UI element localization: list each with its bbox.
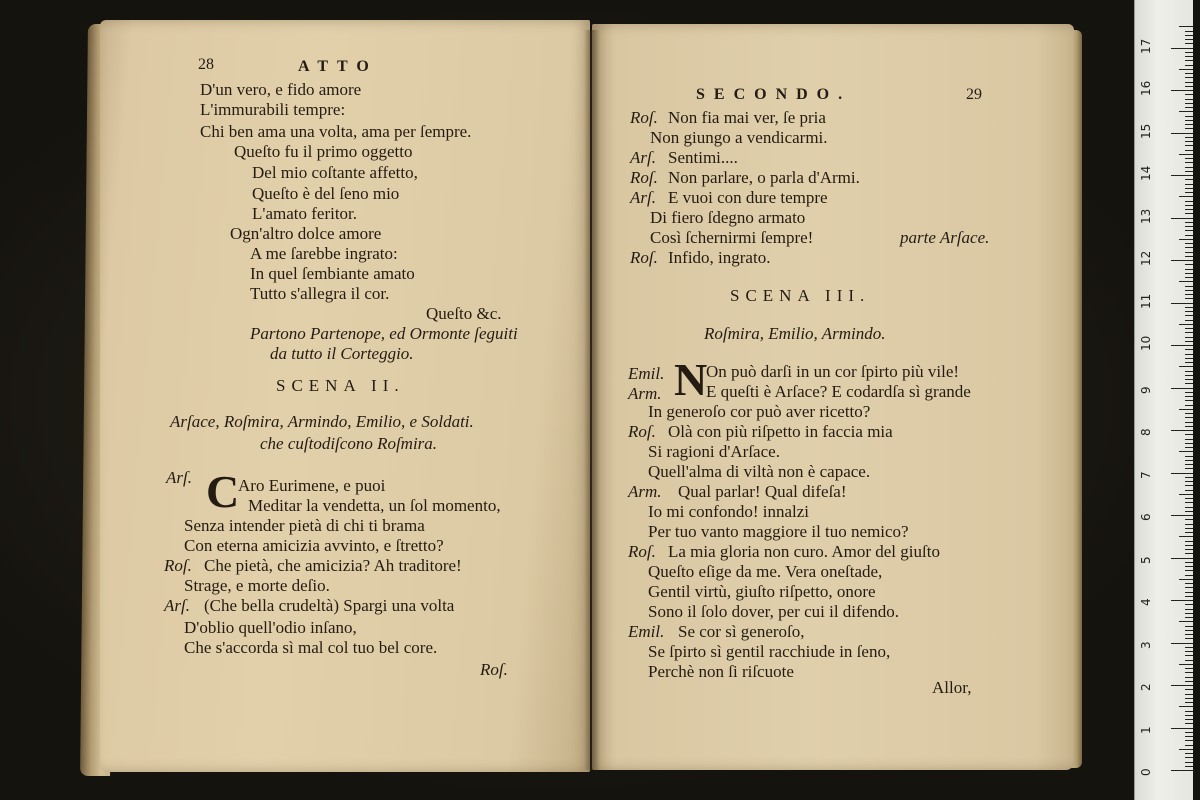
ruler-tick: [1185, 498, 1193, 499]
ruler-tick: [1185, 243, 1193, 244]
dialogue-line: Infido, ingrato.: [668, 248, 771, 267]
ruler-tick: [1185, 570, 1193, 571]
ruler-tick: [1185, 617, 1193, 618]
ruler-tick: [1185, 31, 1193, 32]
ruler-tick: [1185, 332, 1193, 333]
speaker-label: Roſ.: [164, 556, 192, 575]
ruler-tick: [1185, 86, 1193, 87]
ruler-label: 15: [1139, 123, 1153, 139]
ruler-tick: [1171, 473, 1193, 474]
ruler-tick: [1171, 515, 1193, 516]
dialogue-line: Olà con più riſpetto in faccia mia: [668, 422, 893, 441]
ruler-tick: [1185, 698, 1193, 699]
verse-line: Chi ben ama una volta, ama per ſempre.: [200, 122, 472, 141]
ruler-tick: [1185, 184, 1193, 185]
ruler-tick: [1185, 528, 1193, 529]
speaker-label: Arſ.: [630, 188, 656, 207]
ruler-tick: [1185, 715, 1193, 716]
book-gutter: [584, 30, 600, 770]
ruler-tick: [1185, 222, 1193, 223]
ruler-tick: [1185, 545, 1193, 546]
ruler-tick: [1185, 235, 1193, 236]
ruler-tick: [1185, 150, 1193, 151]
stage-direction: Partono Partenope, ed Ormonte ſeguiti: [250, 324, 518, 343]
ruler-tick: [1185, 124, 1193, 125]
ruler-tick: [1185, 230, 1193, 231]
ruler-tick: [1171, 133, 1193, 134]
speaker-label: Roſ.: [630, 168, 658, 187]
ruler-tick: [1185, 626, 1193, 627]
ruler-tick: [1185, 745, 1193, 746]
dialogue-line: E queſti è Arſace? E codardſa sì grande: [706, 382, 971, 401]
speaker-label: Arm.: [628, 482, 662, 501]
ruler-tick: [1185, 73, 1193, 74]
ruler-tick: [1179, 409, 1193, 410]
ruler-tick: [1185, 634, 1193, 635]
ruler-tick: [1171, 728, 1193, 729]
ruler-tick: [1185, 502, 1193, 503]
ruler-tick: [1185, 375, 1193, 376]
dialogue-line: Qual parlar! Qual difeſa!: [678, 482, 847, 501]
ruler-tick: [1185, 392, 1193, 393]
ruler-tick: [1185, 681, 1193, 682]
ruler-tick: [1185, 65, 1193, 66]
ruler-label: 3: [1139, 640, 1153, 649]
dialogue-line: Se ſpirto sì gentil racchiude in ſeno,: [648, 642, 891, 661]
ruler-tick: [1185, 485, 1193, 486]
ruler-tick: [1185, 609, 1193, 610]
dialogue-line: D'oblio quell'odio inſano,: [184, 618, 357, 637]
ruler-tick: [1185, 753, 1193, 754]
drop-cap: N: [674, 354, 708, 405]
ruler-label: 6: [1139, 513, 1153, 521]
dialogue-line: Perchè non ſi riſcuote: [648, 662, 794, 681]
dialogue-line: Che pietà, che amicizia? Ah traditore!: [204, 556, 462, 575]
ruler-tick: [1185, 736, 1193, 737]
ruler-tick: [1185, 337, 1193, 338]
ruler-tick: [1185, 434, 1193, 435]
ruler-tick: [1185, 426, 1193, 427]
dialogue-line: Si ragioni d'Arſace.: [648, 442, 780, 461]
drop-cap: C: [206, 466, 240, 517]
ruler-tick: [1185, 511, 1193, 512]
ruler-tick: [1185, 311, 1193, 312]
ruler-tick: [1179, 366, 1193, 367]
ruler-tick: [1185, 562, 1193, 563]
dialogue-line: Aro Eurimene, e puoi: [238, 476, 386, 495]
ruler-tick: [1185, 668, 1193, 669]
dialogue-line: Quell'alma di viltà non è capace.: [648, 462, 871, 481]
speaker-label: Roſ.: [628, 542, 656, 561]
ruler-tick: [1185, 341, 1193, 342]
ruler-tick: [1185, 128, 1193, 129]
speaker-label: Arm.: [628, 384, 662, 403]
ruler-tick: [1185, 592, 1193, 593]
ruler-tick: [1179, 621, 1193, 622]
ruler-tick: [1185, 507, 1193, 508]
ruler-label: 12: [1139, 250, 1153, 266]
verse-line: In quel ſembiante amato: [250, 264, 415, 283]
ruler-tick: [1185, 719, 1193, 720]
dialogue-line: La mia gloria non curo. Amor del giuſto: [668, 542, 940, 561]
ruler-label: 7: [1139, 470, 1153, 479]
ruler-tick: [1185, 256, 1193, 257]
ruler-tick: [1185, 443, 1193, 444]
ruler-tick: [1171, 48, 1193, 49]
scene-heading: SCENA II.: [276, 376, 405, 395]
dialogue-line: Con eterna amicizia avvinto, e ſtretto?: [184, 536, 444, 555]
dialogue-line: Queſto eſige da me. Vera oneſtade,: [648, 562, 883, 581]
dialogue-line: E vuoi con dure tempre: [668, 188, 828, 207]
ruler-label: 1: [1139, 725, 1153, 734]
ruler-tick: [1179, 111, 1193, 112]
ruler-tick: [1185, 209, 1193, 210]
ruler-tick: [1179, 196, 1193, 197]
ruler-tick: [1185, 162, 1193, 163]
ruler-tick: [1185, 460, 1193, 461]
verse-line: Ogn'altro dolce amore: [230, 224, 382, 243]
ruler-label: 10: [1139, 335, 1153, 351]
ruler-tick: [1185, 553, 1193, 554]
ruler-label: 9: [1139, 385, 1153, 394]
ruler-tick: [1185, 213, 1193, 214]
catchword: Roſ.: [480, 660, 508, 679]
dialogue-line: Di fiero ſdegno armato: [650, 208, 806, 227]
ruler-tick: [1185, 464, 1193, 465]
ruler-tick: [1185, 655, 1193, 656]
character-list: Arſace, Roſmira, Armindo, Emilio, e Soldati.: [170, 412, 474, 431]
ruler-tick: [1185, 328, 1193, 329]
dialogue-line: Io mi confondo! innalzi: [648, 502, 809, 521]
ruler-tick: [1185, 188, 1193, 189]
ruler-tick: [1185, 116, 1193, 117]
ruler-tick: [1185, 252, 1193, 253]
ruler-tick: [1185, 723, 1193, 724]
scale-ruler: [1134, 0, 1193, 800]
dialogue-line: Gentil virtù, giuſto riſpetto, onore: [648, 582, 876, 601]
dialogue-line: Per tuo vanto maggiore il tuo nemico?: [648, 522, 909, 541]
ruler-tick: [1185, 298, 1193, 299]
speaker-label: Arſ.: [166, 468, 192, 487]
ruler-tick: [1185, 702, 1193, 703]
ruler-label: 17: [1139, 38, 1153, 54]
ruler-tick: [1185, 400, 1193, 401]
ruler-tick: [1171, 175, 1193, 176]
ruler-tick: [1185, 137, 1193, 138]
ruler-tick: [1185, 524, 1193, 525]
ruler-tick: [1179, 154, 1193, 155]
ruler-tick: [1179, 706, 1193, 707]
ruler-tick: [1185, 201, 1193, 202]
ruler-tick: [1185, 247, 1193, 248]
ruler-tick: [1185, 273, 1193, 274]
ruler-tick: [1185, 532, 1193, 533]
ruler-tick: [1179, 664, 1193, 665]
ruler-tick: [1185, 294, 1193, 295]
ruler-tick: [1185, 396, 1193, 397]
ruler-tick: [1171, 345, 1193, 346]
ruler-tick: [1185, 82, 1193, 83]
ruler-tick: [1185, 740, 1193, 741]
ruler-label: 8: [1139, 428, 1153, 436]
speaker-label: Arſ.: [164, 596, 190, 615]
dialogue-line: Sentimi....: [668, 148, 738, 167]
ruler-tick: [1171, 558, 1193, 559]
verse-line: L'immurabili tempre:: [200, 100, 346, 119]
ruler-tick: [1185, 689, 1193, 690]
running-head: ATTO: [298, 58, 378, 75]
speaker-label: Arſ.: [630, 148, 656, 167]
character-list: che cuſtodiſcono Roſmira.: [260, 434, 438, 453]
ruler-tick: [1185, 320, 1193, 321]
ruler-tick: [1179, 69, 1193, 70]
ruler-tick: [1185, 647, 1193, 648]
ruler-tick: [1171, 218, 1193, 219]
ruler-tick: [1171, 643, 1193, 644]
ruler-tick: [1185, 405, 1193, 406]
ruler-tick: [1185, 171, 1193, 172]
ruler-tick: [1185, 604, 1193, 605]
ruler-tick: [1185, 596, 1193, 597]
page-number: 29: [966, 86, 982, 103]
dialogue-line: Non giungo a vendicarmi.: [650, 128, 828, 147]
catchword: Allor,: [932, 678, 972, 697]
ruler-tick: [1185, 371, 1193, 372]
dialogue-line: Così ſchernirmi ſempre!: [650, 228, 814, 247]
ruler-tick: [1185, 477, 1193, 478]
ruler-tick: [1185, 651, 1193, 652]
ruler-tick: [1185, 269, 1193, 270]
ruler-tick: [1185, 286, 1193, 287]
ruler-tick: [1185, 732, 1193, 733]
ruler-tick: [1185, 481, 1193, 482]
stage-direction: parte Arſace.: [900, 228, 990, 247]
ruler-tick: [1179, 281, 1193, 282]
ruler-tick: [1171, 600, 1193, 601]
ruler-tick: [1185, 417, 1193, 418]
ruler-tick: [1185, 587, 1193, 588]
ruler-tick: [1185, 638, 1193, 639]
ruler-label: 16: [1139, 80, 1153, 96]
ruler-tick: [1185, 39, 1193, 40]
ruler-tick: [1185, 456, 1193, 457]
ruler-tick: [1185, 439, 1193, 440]
dialogue-line: (Che bella crudeltà) Spargi una volta: [204, 596, 455, 615]
page-number: 28: [198, 56, 214, 73]
ruler-tick: [1185, 694, 1193, 695]
verse-line: A me ſarebbe ingrato:: [250, 244, 398, 263]
ruler-tick: [1179, 26, 1193, 27]
ruler-tick: [1185, 192, 1193, 193]
stage-direction: da tutto il Corteggio.: [270, 344, 414, 363]
ruler-tick: [1171, 90, 1193, 91]
ruler-tick: [1179, 749, 1193, 750]
running-head: SECONDO.: [696, 86, 852, 103]
ruler-label: 11: [1139, 293, 1153, 309]
ruler-label: 2: [1139, 683, 1153, 691]
ruler-tick: [1185, 354, 1193, 355]
ruler-tick: [1185, 519, 1193, 520]
ruler-tick: [1185, 575, 1193, 576]
ruler-tick: [1185, 362, 1193, 363]
ruler-tick: [1185, 383, 1193, 384]
ruler-tick: [1185, 290, 1193, 291]
dialogue-line: Sono il ſolo dover, per cui il difendo.: [648, 602, 899, 621]
ruler-tick: [1171, 388, 1193, 389]
ruler-label: 13: [1139, 208, 1153, 224]
ruler-tick: [1185, 145, 1193, 146]
ruler-tick: [1185, 757, 1193, 758]
ruler-tick: [1185, 264, 1193, 265]
ruler-tick: [1185, 583, 1193, 584]
ruler-tick: [1185, 490, 1193, 491]
ruler-tick: [1185, 77, 1193, 78]
dialogue-line: On può darſi in un cor ſpirto più vile!: [706, 362, 960, 381]
ruler-tick: [1185, 56, 1193, 57]
ruler-tick: [1185, 99, 1193, 100]
ruler-tick: [1185, 468, 1193, 469]
ruler-tick: [1171, 303, 1193, 304]
ruler-tick: [1171, 685, 1193, 686]
ruler-label: 4: [1139, 598, 1153, 606]
ruler-tick: [1185, 60, 1193, 61]
dialogue-line: Non fia mai ver, ſe pria: [668, 108, 826, 127]
speaker-label: Roſ.: [630, 108, 658, 127]
ruler-tick: [1185, 630, 1193, 631]
ruler-tick: [1185, 711, 1193, 712]
verse-line: Tutto s'allegra il cor.: [250, 284, 390, 303]
speaker-label: Emil.: [628, 364, 665, 383]
verse-line: D'un vero, e fido amore: [200, 80, 362, 99]
ruler-tick: [1171, 430, 1193, 431]
ruler-tick: [1185, 541, 1193, 542]
ruler-tick: [1185, 307, 1193, 308]
ruler-tick: [1171, 260, 1193, 261]
ruler-tick: [1185, 549, 1193, 550]
ruler-tick: [1179, 451, 1193, 452]
speaker-label: Roſ.: [628, 422, 656, 441]
ruler-tick: [1185, 422, 1193, 423]
ruler-tick: [1171, 770, 1193, 771]
verse-line: Queſto &c.: [426, 304, 502, 323]
ruler-tick: [1185, 107, 1193, 108]
ruler-tick: [1185, 120, 1193, 121]
dialogue-line: Senza intender pietà di chi ti brama: [184, 516, 425, 535]
ruler-tick: [1185, 141, 1193, 142]
ruler-tick: [1185, 205, 1193, 206]
character-list: Roſmira, Emilio, Armindo.: [704, 324, 886, 343]
ruler-tick: [1185, 167, 1193, 168]
ruler-tick: [1179, 239, 1193, 240]
dialogue-line: Che s'accorda sì mal col tuo bel core.: [184, 638, 438, 657]
left-page: [100, 20, 590, 772]
speaker-label: Emil.: [628, 622, 665, 641]
verse-line: Queſto è del ſeno mio: [252, 184, 400, 203]
verse-line: L'amato feritor.: [252, 204, 358, 223]
ruler-tick: [1185, 762, 1193, 763]
dialogue-line: Non parlare, o parla d'Armi.: [668, 168, 860, 187]
dialogue-line: Se cor sì generoſo,: [678, 622, 805, 641]
right-page: [592, 24, 1074, 770]
dialogue-line: Strage, e morte deſio.: [184, 576, 330, 595]
ruler-tick: [1185, 677, 1193, 678]
ruler-tick: [1185, 315, 1193, 316]
ruler-tick: [1185, 35, 1193, 36]
scene-heading: SCENA III.: [730, 286, 871, 305]
ruler-tick: [1185, 52, 1193, 53]
ruler-tick: [1185, 766, 1193, 767]
verse-line: Del mio coſtante affetto,: [252, 163, 418, 182]
ruler-tick: [1185, 94, 1193, 95]
ruler-tick: [1185, 179, 1193, 180]
ruler-tick: [1179, 324, 1193, 325]
ruler-tick: [1185, 158, 1193, 159]
ruler-tick: [1185, 103, 1193, 104]
ruler-tick: [1185, 447, 1193, 448]
ruler-tick: [1179, 536, 1193, 537]
ruler-tick: [1185, 277, 1193, 278]
ruler-tick: [1185, 226, 1193, 227]
speaker-label: Roſ.: [630, 248, 658, 267]
ruler-tick: [1185, 660, 1193, 661]
dialogue-line: In generoſo cor può aver ricetto?: [648, 402, 871, 421]
ruler-tick: [1185, 349, 1193, 350]
ruler-tick: [1185, 43, 1193, 44]
ruler-tick: [1179, 579, 1193, 580]
ruler-label: 14: [1139, 165, 1153, 181]
ruler-label: 0: [1139, 768, 1153, 776]
ruler-tick: [1179, 494, 1193, 495]
ruler-tick: [1185, 358, 1193, 359]
ruler-tick: [1185, 566, 1193, 567]
ruler-label: 5: [1139, 555, 1153, 564]
verse-line: Queſto fu il primo oggetto: [234, 142, 413, 161]
ruler-tick: [1185, 613, 1193, 614]
ruler-tick: [1185, 413, 1193, 414]
ruler-tick: [1185, 379, 1193, 380]
ruler-tick: [1185, 672, 1193, 673]
dialogue-line: Meditar la vendetta, un ſol momento,: [248, 496, 501, 515]
